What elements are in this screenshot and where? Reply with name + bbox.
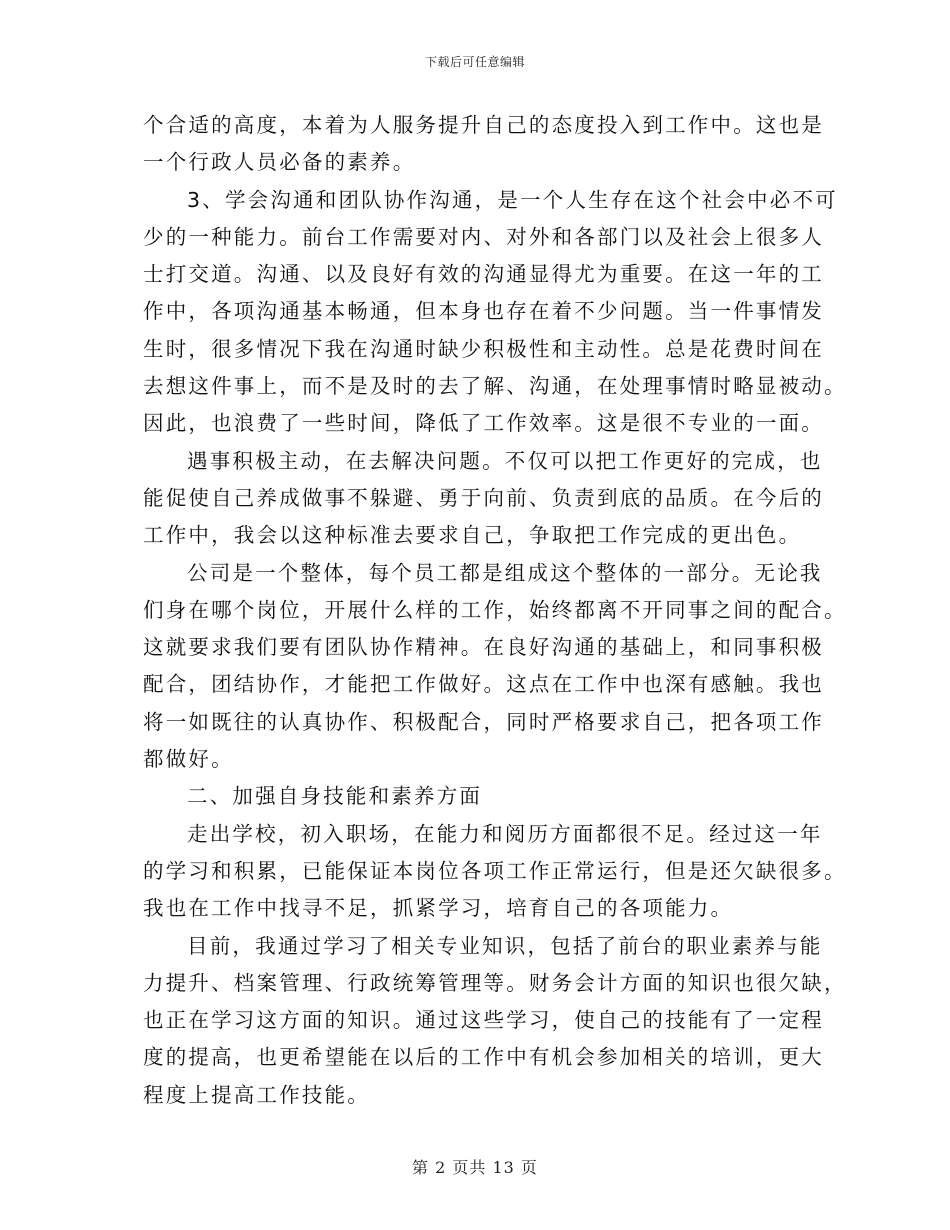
text-line: 我也在工作中找寻不足，抓紧学习，培育自己的各项能力。 <box>143 896 734 921</box>
text-line: 能促使自己养成做事不躲避、勇于向前、负责到底的品质。在今后的 <box>143 485 824 510</box>
text-line: 士打交道。沟通、以及良好有效的沟通显得尤为重要。在这一年的工 <box>143 262 824 287</box>
text-line: 们身在哪个岗位，开展什么样的工作，始终都离不开同事之间的配合。 <box>143 597 847 622</box>
text-line: 力提升、档案管理、行政统筹管理等。财务会计方面的知识也很欠缺， <box>143 970 847 995</box>
text-line: 的学习和积累，已能保证本岗位各项工作正常运行，但是还欠缺很多。 <box>143 858 847 883</box>
text-line: 二、加强自身技能和素养方面 <box>187 784 483 809</box>
text-line: 都做好。 <box>143 747 234 772</box>
text-line: 这就要求我们要有团队协作精神。在良好沟通的基础上，和同事积极 <box>143 635 824 660</box>
text-line: 配合，团结协作，才能把工作做好。这点在工作中也深有感触。我也 <box>143 672 824 697</box>
text-line: 目前，我通过学习了相关专业知识，包括了前台的职业素养与能 <box>187 933 823 958</box>
text-line: 3、学会沟通和团队协作沟通，是一个人生存在这个社会中必不可 <box>187 187 838 212</box>
text-line: 少的一种能力。前台工作需要对内、对外和各部门以及社会上很多人 <box>143 224 824 249</box>
text-line: 也正在学习这方面的知识。通过这些学习，使自己的技能有了一定程 <box>143 1008 824 1033</box>
text-line: 度的提高，也更希望能在以后的工作中有机会参加相关的培训，更大 <box>143 1045 824 1070</box>
text-line: 一个行政人员必备的素养。 <box>143 150 416 175</box>
page-footer: 第 2 页共 13 页 <box>412 1158 538 1177</box>
text-line: 因此，也浪费了一些时间，降低了工作效率。这是很不专业的一面。 <box>143 411 824 436</box>
text-line: 将一如既往的认真协作、积极配合，同时严格要求自己，把各项工作 <box>143 709 824 734</box>
text-line: 作中，各项沟通基本畅通，但本身也存在着不少问题。当一件事情发 <box>143 299 824 324</box>
text-line: 公司是一个整体，每个员工都是组成这个整体的一部分。无论我 <box>187 560 823 585</box>
text-line: 遇事积极主动，在去解决问题。不仅可以把工作更好的完成，也 <box>187 448 823 473</box>
text-line: 工作中，我会以这种标准去要求自己，争取把工作完成的更出色。 <box>143 523 802 548</box>
text-line: 走出学校，初入职场，在能力和阅历方面都很不足。经过这一年 <box>187 821 823 846</box>
page-header: 下载后可任意编辑 <box>424 55 525 69</box>
text-line: 生时，很多情况下我在沟通时缺少积极性和主动性。总是花费时间在 <box>143 336 824 361</box>
document-body <box>143 107 847 1114</box>
text-line: 去想这件事上，而不是及时的去了解、沟通，在处理事情时略显被动。 <box>143 374 847 399</box>
text-line: 程度上提高工作技能。 <box>143 1082 370 1107</box>
text-line: 个合适的高度，本着为人服务提升自己的态度投入到工作中。这也是 <box>143 113 824 137</box>
